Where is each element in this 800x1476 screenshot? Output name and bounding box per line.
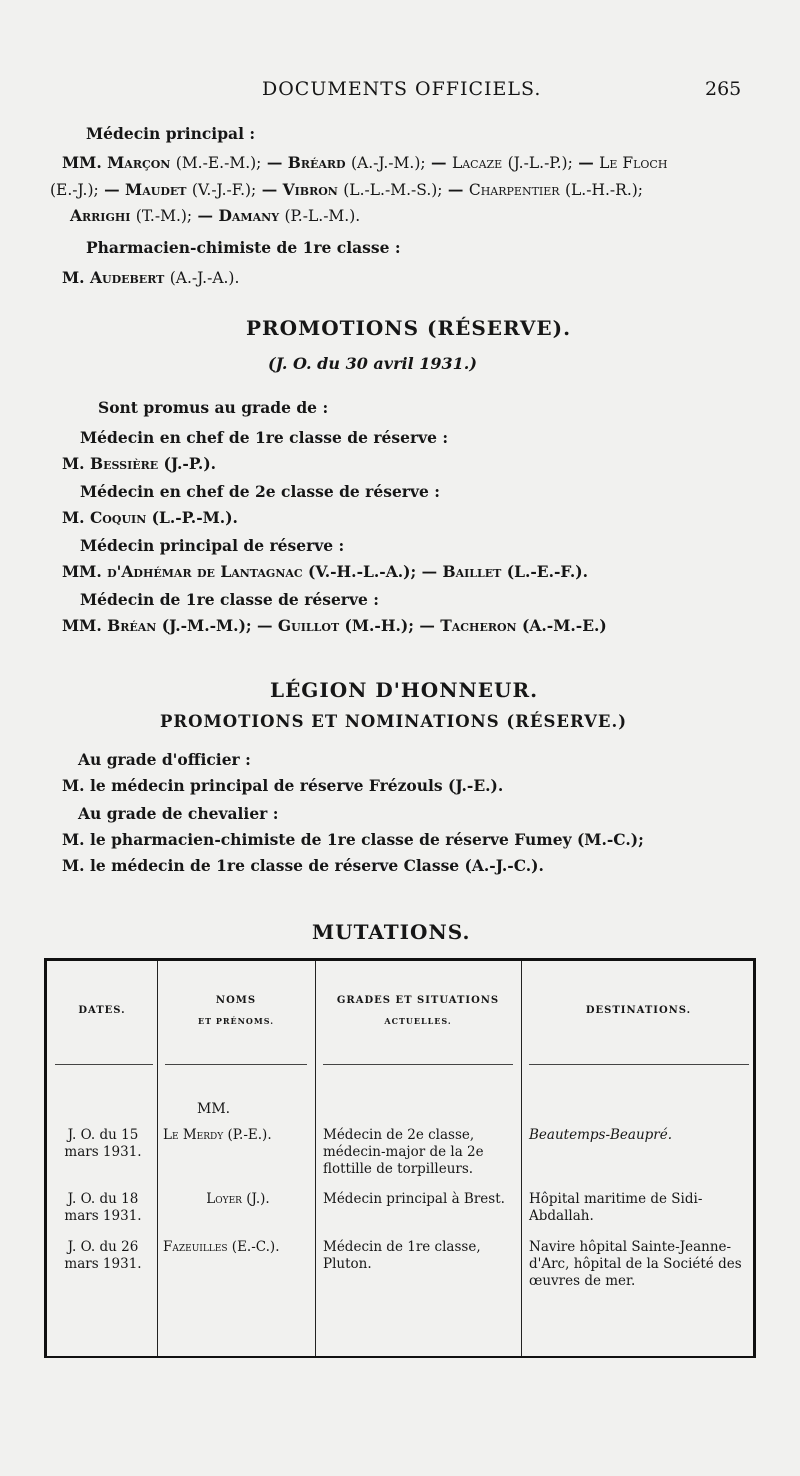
- mutations-table: [44, 958, 756, 1358]
- header-label: DESTINATIONS.: [585, 1005, 692, 1016]
- date-line: mars 1931.: [64, 1256, 142, 1272]
- header-sublabel: ET PRÉNOMS.: [197, 1016, 274, 1026]
- person-name: Vibron: [282, 180, 338, 199]
- pharmacien-line: [62, 268, 239, 287]
- header-label: NOMS: [215, 995, 257, 1006]
- table-row-grade: Médecin de 1re classe, Pluton.: [323, 1239, 481, 1272]
- header-label: GRADES ET SITUATIONS: [336, 995, 500, 1006]
- promotion-grade: Médecin en chef de 1re classe de réserve :: [80, 428, 449, 447]
- legion-subtitle: PROMOTIONS ET NOMINATIONS (RÉSERVE.): [160, 712, 628, 731]
- table-row-grade: Médecin principal à Brest.: [323, 1191, 505, 1207]
- person-name: Le Floch: [599, 154, 668, 172]
- promotion-names: [62, 508, 238, 527]
- person-name: Maudet: [125, 180, 187, 199]
- person-initials: (M.-E.-M.);: [175, 154, 262, 172]
- person-initials: (T.-M.);: [135, 207, 193, 225]
- person-name: Marçon: [107, 153, 171, 172]
- page-number: 265: [705, 78, 742, 100]
- column-header-noms: [157, 995, 315, 1026]
- promotion-grade: Médecin de 1re classe de réserve :: [80, 590, 379, 609]
- date-line: J. O. du 18: [67, 1191, 139, 1207]
- names-line-3: [70, 206, 360, 225]
- header-rule: [323, 1064, 513, 1065]
- person-name: Lacaze: [451, 154, 503, 172]
- separator-dash: —: [197, 206, 214, 225]
- chevalier-line: M. le médecin de 1re classe de réserve Classe (A.-J.-C.).: [62, 856, 544, 875]
- column-header-destinations: [521, 1005, 756, 1016]
- header-sublabel: ACTUELLES.: [384, 1016, 452, 1026]
- person-name: Fazeuilles (E.-C.).: [163, 1239, 280, 1255]
- person-initials: (P.-L.-M.).: [284, 207, 361, 225]
- person-list: Bréan (J.-M.-M.); — Guillot (M.-H.); — Tacheron (A.-M.-E.): [107, 616, 607, 635]
- officier-heading: Au grade d'officier :: [78, 750, 251, 769]
- column-header-grades: [315, 995, 521, 1026]
- officier-line: M. le médecin principal de réserve Frézouls (J.-E.).: [62, 776, 504, 795]
- person-name: Audebert: [89, 268, 165, 287]
- chevalier-line: M. le pharmacien-chimiste de 1re classe de réserve Fumey (M.-C.);: [62, 830, 644, 849]
- person-list: Bessière (J.-P.).: [89, 454, 217, 473]
- separator-dash: —: [266, 153, 283, 172]
- person-name: Loyer (J.).: [206, 1191, 270, 1207]
- person-initials: (L.-H.-R.);: [564, 181, 644, 199]
- table-row-destination: Navire hôpital Sainte-Jeanne-d'Arc, hôpital de la Société des œuvres de mer.: [529, 1239, 742, 1289]
- table-row-name: [163, 1191, 313, 1208]
- person-initials: (E.-J.);: [50, 181, 99, 199]
- person-initials: (J.-L.-P.);: [507, 154, 573, 172]
- person-name: Charpentier: [468, 181, 560, 199]
- date-line: mars 1931.: [64, 1144, 142, 1160]
- names-line-2: [50, 180, 643, 199]
- mutations-title: MUTATIONS.: [312, 920, 471, 944]
- column-divider: [521, 961, 522, 1356]
- chevalier-heading: Au grade de chevalier :: [78, 804, 279, 823]
- date-line: mars 1931.: [64, 1208, 142, 1224]
- table-row-destination: Hôpital maritime de Sidi-Abdallah.: [529, 1191, 703, 1224]
- prefix: MM.: [62, 616, 102, 635]
- person-initials: (V.-J.-F.);: [191, 181, 257, 199]
- table-row-date: [53, 1239, 153, 1273]
- prefix-m: M.: [62, 268, 85, 287]
- column-header-dates: [47, 1005, 157, 1016]
- running-title: DOCUMENTS OFFICIELS.: [262, 78, 542, 100]
- table-row-destination: Beautemps-Beaupré.: [529, 1127, 673, 1143]
- table-row-grade: Médecin de 2e classe, médecin-major de la 2e flottille de torpilleurs.: [323, 1127, 484, 1177]
- promotion-names: [62, 562, 588, 581]
- person-name: Damany: [218, 206, 280, 225]
- header-rule: [529, 1064, 749, 1065]
- prefix: M.: [62, 454, 85, 473]
- date-line: J. O. du 26: [67, 1239, 139, 1255]
- separator-dash: —: [447, 180, 464, 199]
- prefix: MM.: [62, 562, 102, 581]
- header-label: DATES.: [78, 1005, 126, 1016]
- header-rule: [55, 1064, 153, 1065]
- person-name: Le Merdy (P.-E.).: [163, 1127, 272, 1143]
- pharmacien-heading: Pharmacien-chimiste de 1re classe :: [86, 238, 401, 257]
- separator-dash: —: [104, 180, 120, 199]
- mm-label: MM.: [197, 1101, 231, 1117]
- separator-dash: —: [261, 180, 278, 199]
- person-list: Coquin (L.-P.-M.).: [89, 508, 238, 527]
- date-line: J. O. du 15: [67, 1127, 139, 1143]
- table-row-date: [53, 1191, 153, 1225]
- separator-dash: —: [578, 153, 594, 172]
- person-initials: (A.-J.-M.);: [350, 154, 426, 172]
- promotion-names: [62, 616, 607, 635]
- promotion-names: [62, 454, 216, 473]
- table-row-name: [163, 1127, 313, 1144]
- medecin-principal-heading: Médecin principal :: [86, 124, 256, 143]
- promotions-title: PROMOTIONS (RÉSERVE).: [246, 316, 572, 340]
- person-initials: (L.-L.-M.-S.);: [343, 181, 443, 199]
- names-line-1: [62, 153, 667, 172]
- person-name: Bréard: [287, 153, 346, 172]
- table-row-date: [53, 1127, 153, 1161]
- person-initials: (A.-J.-A.).: [169, 269, 240, 287]
- running-header: [0, 78, 800, 108]
- header-rule: [165, 1064, 307, 1065]
- person-name: Arrighi: [70, 206, 131, 225]
- promotions-subtitle: (J. O. du 30 avril 1931.): [268, 354, 477, 373]
- legion-title: LÉGION D'HONNEUR.: [270, 678, 539, 702]
- prefix-mm: MM.: [62, 153, 102, 172]
- table-row-name: [163, 1239, 313, 1256]
- promotions-intro: Sont promus au grade de :: [98, 398, 329, 417]
- person-list: d'Adhémar de Lantagnac (V.-H.-L.-A.); — Baillet (L.-E.-F.).: [107, 562, 589, 581]
- separator-dash: —: [431, 153, 447, 172]
- promotion-grade: Médecin principal de réserve :: [80, 536, 345, 555]
- promotion-grade: Médecin en chef de 2e classe de réserve :: [80, 482, 440, 501]
- prefix: M.: [62, 508, 85, 527]
